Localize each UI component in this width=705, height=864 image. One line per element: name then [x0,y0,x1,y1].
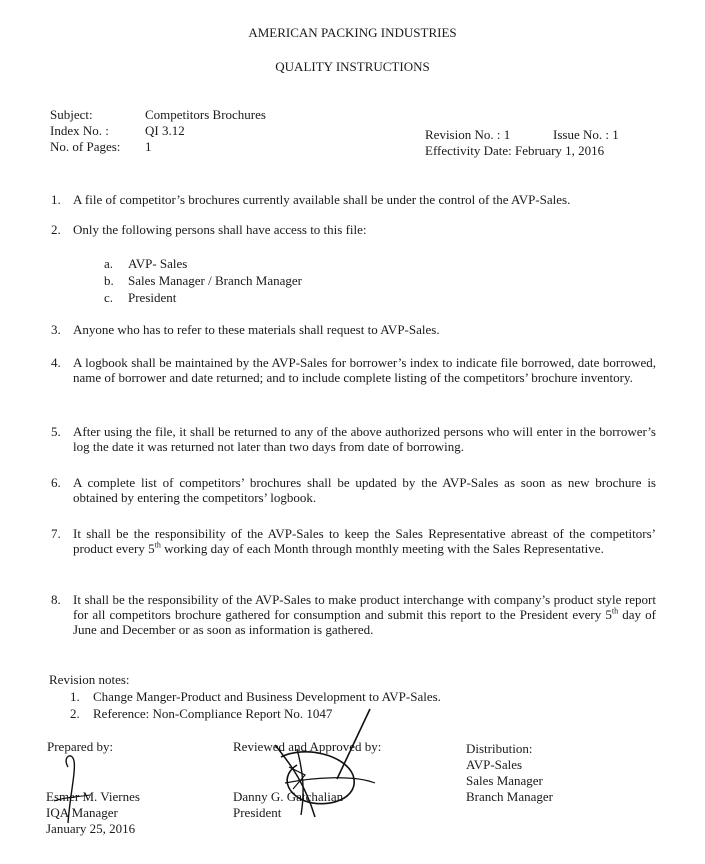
note-text: Change Manger-Product and Business Development to AVP-Sales. [93,689,441,704]
distribution-item: Branch Manager [466,789,553,804]
item-number: 3. [51,322,61,337]
list-item: AVP- Sales [128,256,188,271]
preparer-signature-graphic [40,745,110,825]
item-number: 5. [51,424,61,439]
index-value: QI 3.12 [145,123,185,138]
list-letter: b. [104,273,114,288]
subject-value: Competitors Brochures [145,107,266,122]
list-item: Sales Manager / Branch Manager [128,273,302,288]
note-number: 1. [70,689,80,704]
reviewed-by-name: Danny G. Gatchalian [233,789,344,804]
list-item: President [128,290,177,305]
item-number: 8. [51,592,61,607]
item-text: Anyone who has to refer to these materials shall request to AVP-Sales. [73,322,440,337]
item-text: Only the following persons shall have access to this file: [73,222,367,237]
item-text: It shall be the responsibility of the AVP-Sales to keep the Sales Representative abreast of the competitors’ product every 5th working day of each Month through monthly meeting with the Sales Representative. [73,526,656,556]
prepared-by-label: Prepared by: [47,739,114,754]
item-text: A file of competitor’s brochures currently available shall be under the control of the AVP-Sales. [73,192,571,207]
list-letter: a. [104,256,114,271]
item-text: A logbook shall be maintained by the AVP-Sales for borrower’s index to indicate file borrowed, date borrowed, name of borrower and date returned; and to include complete listing of the competitors’ brochure inventory. [73,355,656,385]
prepared-by-name: Esmer M. Viernes [46,789,140,804]
issue-number: Issue No. : 1 [553,127,619,142]
prepared-by-title: IQA Manager [46,805,118,820]
item-text: It shall be the responsibility of the AVP-Sales to make product interchange with company’s product style report for all competitors brochure gathered for consumption and submit this report to the President every 5th day of June and December or as soon as information is gathered. [73,592,657,637]
pages-label: No. of Pages: [50,139,121,154]
note-text: Reference: Non-Compliance Report No. 1047 [93,706,333,721]
distribution-item: Sales Manager [466,773,543,788]
prepared-by-date: January 25, 2016 [46,821,136,836]
item-number: 2. [51,222,61,237]
company-name: AMERICAN PACKING INDUSTRIES [248,25,457,40]
index-label: Index No. : [50,123,109,138]
distribution-label: Distribution: [466,741,533,756]
list-letter: c. [104,290,114,305]
document-type: QUALITY INSTRUCTIONS [275,59,430,74]
item-number: 7. [51,526,61,541]
item-number: 1. [51,192,61,207]
item-text: A complete list of competitors’ brochures shall be updated by the AVP-Sales as soon as new brochure is obtained by entering the competitors’ logbook. [73,475,656,505]
subject-label: Subject: [50,107,93,122]
pages-value: 1 [145,139,152,154]
revision-notes-title: Revision notes: [49,672,130,687]
revision-number: Revision No. : 1 [425,127,511,142]
reviewed-by-label: Reviewed and Approved by: [233,739,382,754]
item-number: 4. [51,355,61,370]
note-number: 2. [70,706,80,721]
distribution-item: AVP-Sales [466,757,523,772]
effectivity-date: Effectivity Date: February 1, 2016 [425,143,605,158]
item-number: 6. [51,475,61,490]
approver-signature-graphic [245,705,400,825]
item-text: After using the file, it shall be returned to any of the above authorized persons who will enter in the borrower’s log the date it was returned not later than two days from date of borrowing. [73,424,656,454]
reviewed-by-title: President [233,805,282,820]
